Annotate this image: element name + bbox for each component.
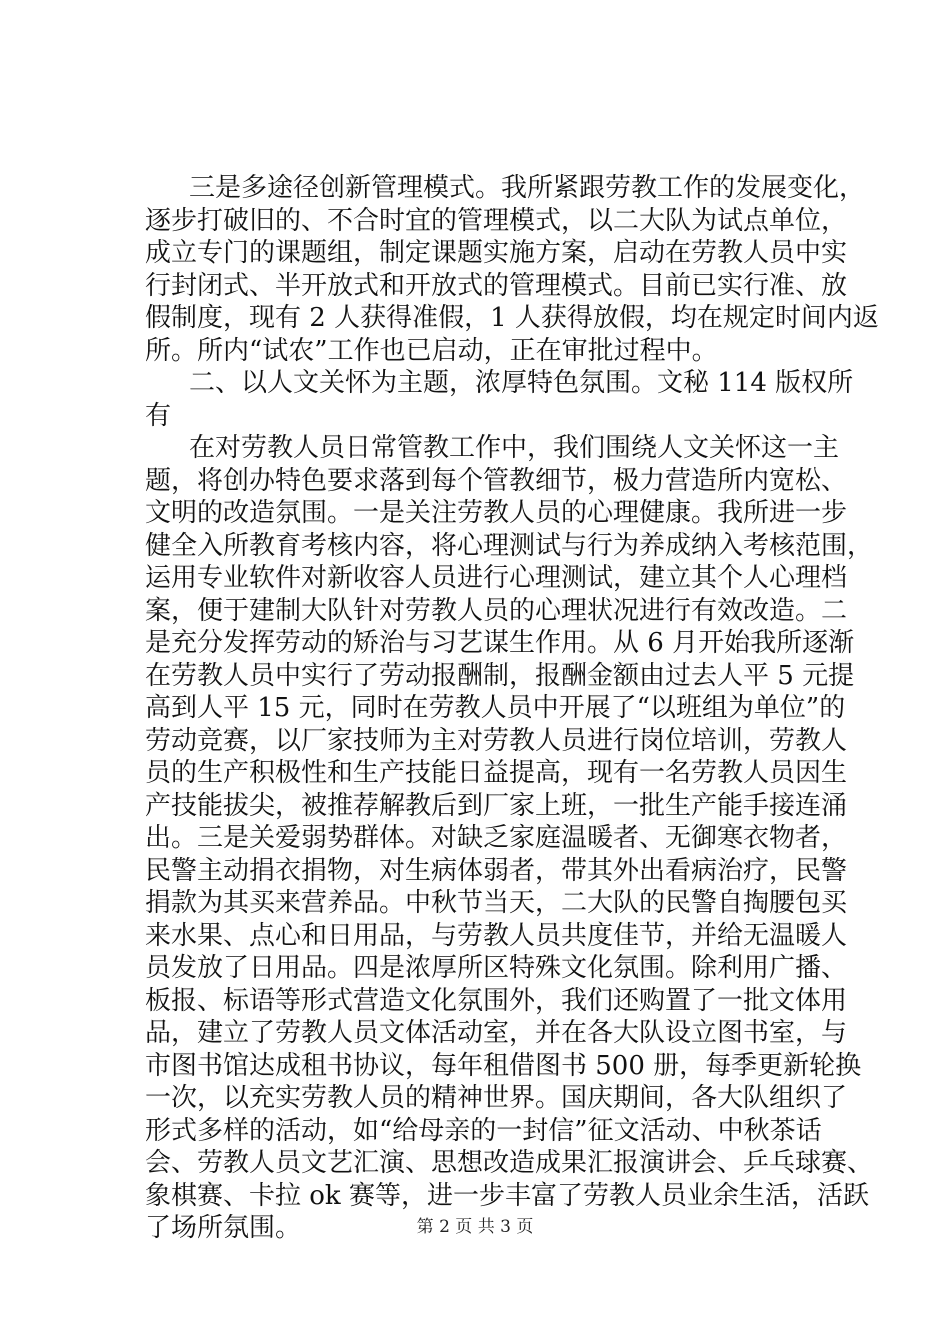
text-line: 出。三是关爱弱势群体。对缺乏家庭温暖者、无御寒衣物者，	[145, 823, 848, 853]
total-pages: 共 3 页	[477, 1217, 534, 1237]
section-heading-humanistic-care	[145, 367, 854, 432]
text-line: 会、劳教人员文艺汇演、思想改造成果汇报演讲会、乒乓球赛、	[145, 1148, 874, 1178]
text-line: 三是多途径创新管理模式。我所紧跟劳教工作的发展变化，	[189, 173, 866, 203]
text-line: 健全入所教育考核内容，将心理测试与行为养成纳入考核范围，	[145, 530, 874, 561]
page-footer	[0, 1212, 950, 1237]
text-line: 市图书馆达成租书协议，每年租借图书 500 册，每季更新轮换	[145, 1050, 862, 1081]
text-line: 来水果、点心和日用品，与劳教人员共度佳节，并给无温暖人	[145, 920, 848, 951]
text-line: 案，便于建制大队针对劳教人员的心理状况进行有效改造。二	[145, 595, 848, 626]
text-line: 形式多样的活动，如“给母亲的一封信”征文活动、中秋茶话	[145, 1115, 822, 1146]
document-body	[145, 172, 879, 1245]
text-line: 逐步打破旧的、不合时宜的管理模式，以二大队为试点单位，	[145, 205, 848, 236]
text-line: 员的生产积极性和生产技能日益提高，现有一名劳教人员因生	[145, 758, 848, 788]
text-line: 文明的改造氛围。一是关注劳教人员的心理健康。我所进一步	[145, 498, 848, 528]
text-line: 劳动竞赛，以厂家技师为主对劳教人员进行岗位培训，劳教人	[145, 725, 848, 756]
text-line: 行封闭式、半开放式和开放式的管理模式。目前已实行准、放	[145, 270, 848, 301]
text-line: 了场所氛围。	[145, 1213, 302, 1243]
page-number: 第 2 页	[416, 1217, 473, 1237]
text-line: 高到人平 15 元，同时在劳教人员中开展了“以班组为单位”的	[145, 693, 846, 723]
heading-line: 二、以人文关怀为主题，浓厚特色氛围。文秘 114 版权所	[189, 368, 854, 398]
paragraph-management-model	[145, 172, 879, 367]
text-line: 员发放了日用品。四是浓厚所区特殊文化氛围。除利用广播、	[145, 953, 848, 983]
text-line: 在劳教人员中实行了劳动报酬制，报酬金额由过去人平 5 元提	[145, 660, 855, 691]
text-line: 假制度，现有 2 人获得准假，1 人获得放假，均在规定时间内返	[145, 303, 879, 333]
text-line: 捐款为其买来营养品。中秋节当天，二大队的民警自掏腰包买	[145, 888, 848, 918]
text-line: 是充分发挥劳动的矫治与习艺谋生作用。从 6 月开始我所逐渐	[145, 628, 855, 658]
text-line: 板报、标语等形式营造文化氛围外，我们还购置了一批文体用	[145, 985, 848, 1016]
text-line: 象棋赛、卡拉 ok 赛等，进一步丰富了劳教人员业余生活，活跃	[145, 1180, 869, 1211]
text-line: 一次，以充实劳教人员的精神世界。国庆期间，各大队组织了	[145, 1083, 848, 1113]
text-line: 所。所内“试农”工作也已启动，正在审批过程中。	[145, 335, 718, 366]
text-line: 运用专业软件对新收容人员进行心理测试，建立其个人心理档	[145, 563, 848, 593]
text-line: 成立专门的课题组，制定课题实施方案，启动在劳教人员中实	[145, 238, 848, 268]
text-line: 题，将创办特色要求落到每个管教细节，极力营造所内宽松、	[145, 465, 848, 496]
text-line: 品，建立了劳教人员文体活动室，并在各大队设立图书室，与	[145, 1018, 848, 1048]
paragraph-humanistic-care	[145, 432, 874, 1245]
text-line: 民警主动捐衣捐物，对生病体弱者，带其外出看病治疗，民警	[145, 855, 848, 886]
heading-line: 有	[145, 400, 172, 431]
text-line: 在对劳教人员日常管教工作中，我们围绕人文关怀这一主	[189, 433, 840, 463]
text-line: 产技能拔尖，被推荐解教后到厂家上班，一批生产能手接连涌	[145, 790, 848, 821]
